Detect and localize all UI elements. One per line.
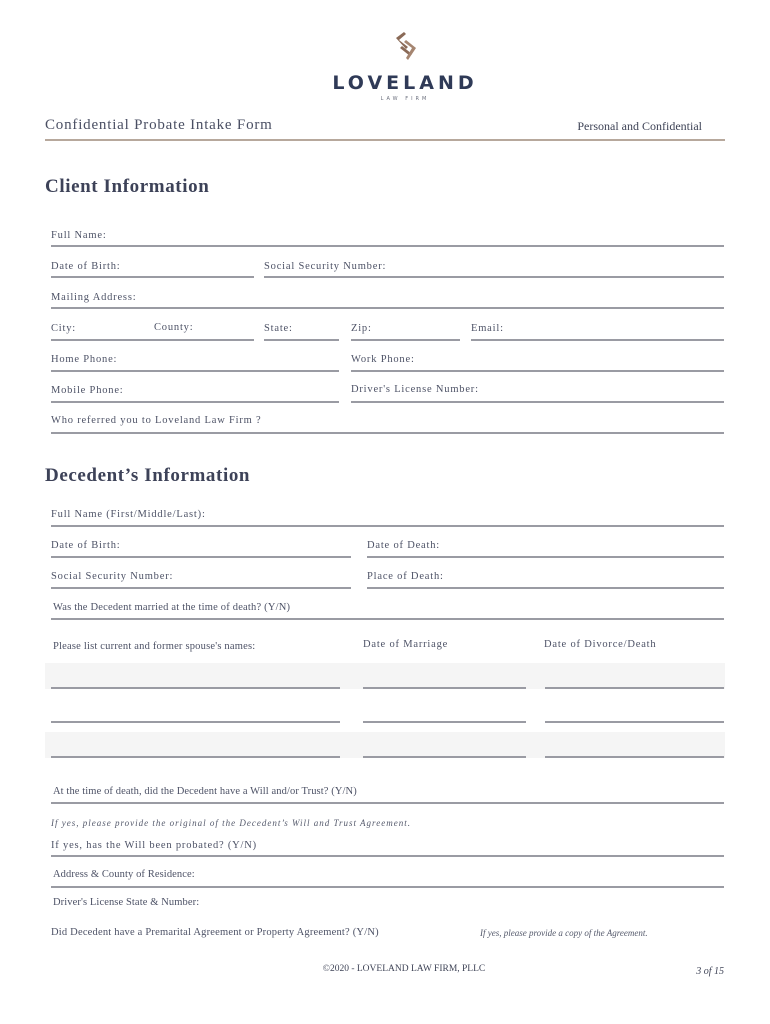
client-zip-label: Zip: [351,323,372,334]
form-title: Confidential Probate Intake Form [45,117,273,133]
decedent-pod-label: Place of Death: [367,571,444,582]
header-divider [45,139,725,141]
premarital-label: Did Decedent have a Premarital Agreement or Property Agreement? (Y/N) [51,927,379,938]
client-ssn-label: Social Security Number: [264,261,387,272]
client-dob-field[interactable] [51,276,254,278]
client-state-label: State: [264,323,293,334]
decedent-dob-field[interactable] [51,556,351,558]
logo-mark-icon [392,30,422,64]
spouse-name-field[interactable] [51,721,340,723]
client-full-name-label: Full Name: [51,230,107,241]
spouse-name-field[interactable] [51,756,340,758]
decedent-ssn-field[interactable] [51,587,351,589]
client-license-label: Driver's License Number: [351,384,479,395]
page-number: 3 of 15 [696,966,724,977]
residence-field[interactable] [51,886,724,888]
client-home-phone-field[interactable] [51,370,339,372]
will-note: If yes, please provide the original of the Decedent’s Will and Trust Agreement. [51,818,411,828]
residence-label: Address & County of Residence: [53,869,195,880]
client-email-label: Email: [471,323,504,334]
logo-wordmark: LOVELAND [332,72,478,94]
client-dob-label: Date of Birth: [51,261,121,272]
spouse-marriage-date-field[interactable] [363,756,526,758]
client-work-phone-field[interactable] [351,370,724,372]
decedent-dob-label: Date of Birth: [51,540,121,551]
spouses-label: Please list current and former spouse's names: [53,641,256,652]
decedent-dod-label: Date of Death: [367,540,441,551]
client-home-phone-label: Home Phone: [51,354,118,365]
spouse-marriage-date-field[interactable] [363,687,526,689]
client-city-label: City: [51,323,77,334]
will-trust-field[interactable] [51,802,724,804]
client-ssn-field[interactable] [264,276,724,278]
client-mailing-field[interactable] [51,307,724,309]
client-referred-field[interactable] [51,432,724,434]
client-zip-field[interactable] [351,339,460,341]
probated-field[interactable] [51,855,724,857]
client-city-county-field[interactable] [51,339,254,341]
client-mobile-phone-field[interactable] [51,401,339,403]
decedent-dod-field[interactable] [367,556,724,558]
footer-copyright: ©2020 - LOVELAND LAW FIRM, PLLC [322,964,486,974]
spouse-divorce-date-field[interactable] [545,687,724,689]
client-work-phone-label: Work Phone: [351,354,415,365]
spouse-row-background [45,732,725,758]
decedent-married-label: Was the Decedent married at the time of death? (Y/N) [53,602,291,613]
client-mailing-label: Mailing Address: [51,292,137,303]
confidential-label: Personal and Confidential [577,119,702,133]
date-of-divorce-label: Date of Divorce/Death [544,639,657,650]
premarital-note: If yes, please provide a copy of the Agreement. [480,928,648,938]
will-trust-label: At the time of death, did the Decedent have a Will and/or Trust? (Y/N) [53,786,357,797]
logo-subtitle: LAW FIRM [380,96,430,102]
client-email-field[interactable] [471,339,724,341]
client-mobile-phone-label: Mobile Phone: [51,385,124,396]
client-section-heading: Client Information [45,176,210,197]
spouse-row-background [45,663,725,689]
decedent-section-heading: Decedent’s Information [45,465,251,486]
spouse-marriage-date-field[interactable] [363,721,526,723]
date-of-marriage-label: Date of Marriage [363,639,449,650]
client-state-field[interactable] [264,339,339,341]
spouse-name-field[interactable] [51,687,340,689]
decedent-married-field[interactable] [51,618,724,620]
client-full-name-field[interactable] [51,245,724,247]
decedent-ssn-label: Social Security Number: [51,571,174,582]
spouse-divorce-date-field[interactable] [545,756,724,758]
probated-label: If yes, has the Will been probated? (Y/N) [51,840,257,851]
decedent-pod-field[interactable] [367,587,724,589]
client-license-field[interactable] [351,401,724,403]
license-state-label: Driver's License State & Number: [53,897,200,908]
decedent-full-name-label: Full Name (First/Middle/Last): [51,509,206,520]
client-county-label: County: [154,322,194,333]
client-referred-label: Who referred you to Loveland Law Firm ? [51,415,262,426]
decedent-full-name-field[interactable] [51,525,724,527]
spouse-divorce-date-field[interactable] [545,721,724,723]
